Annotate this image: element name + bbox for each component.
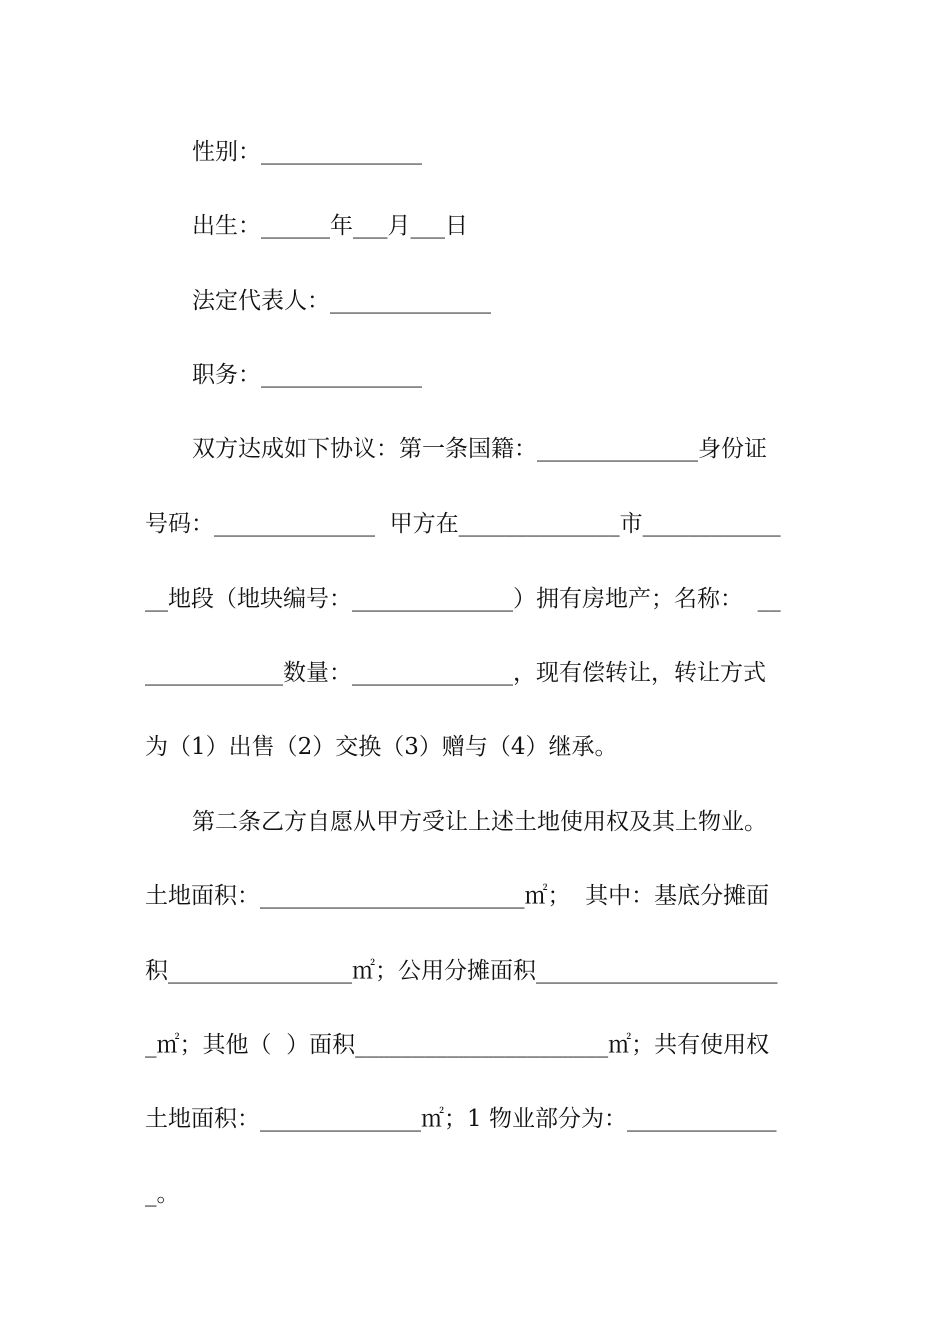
position-text: 职务：______________ (192, 362, 422, 388)
article-two-line-3 (145, 951, 950, 991)
position-line (192, 355, 950, 395)
article-two-text-2: 土地面积：_______________________㎡； 其中：基底分摊面 (145, 883, 770, 909)
birth-line (192, 206, 950, 246)
article-two-text-3: 积________________㎡；公用分摊面积_____________________ (145, 958, 778, 984)
article-two-line-5 (145, 1099, 950, 1139)
gender-line (192, 132, 950, 172)
agreement-text-2: 号码：______________ 甲方在______________市____________ (145, 511, 781, 537)
agreement-paragraph-line-4 (145, 653, 950, 693)
legal-representative-text: 法定代表人：______________ (192, 288, 491, 314)
article-two-line-6 (145, 1174, 950, 1214)
agreement-text-1: 双方达成如下协议：第一条国籍：______________身份证 (192, 436, 767, 462)
agreement-text-4: ____________数量：______________，现有偿转让，转让方式 (145, 660, 766, 686)
legal-representative-line (192, 281, 950, 321)
agreement-paragraph-line-1 (192, 429, 950, 469)
agreement-paragraph-line-2 (145, 504, 950, 544)
article-two-line-1 (192, 802, 950, 842)
agreement-paragraph-line-3 (145, 579, 950, 619)
article-two-line-2 (145, 876, 950, 916)
agreement-paragraph-line-5 (145, 727, 950, 767)
article-two-text-5: 土地面积：______________㎡；1 物业部分为：_____________ (145, 1106, 777, 1132)
agreement-text-5: 为（1）出售（2）交换（3）赠与（4）继承。 (145, 734, 618, 760)
article-two-text-1: 第二条乙方自愿从甲方受让上述土地使用权及其上物业。 (192, 809, 767, 835)
birth-text: 出生：______年___月___日 (192, 213, 468, 239)
article-two-text-4: _㎡；其他（ ）面积______________________㎡；共有使用权 (145, 1032, 770, 1058)
article-two-line-4 (145, 1025, 950, 1065)
article-two-text-6: _。 (145, 1181, 180, 1207)
gender-text: 性别：______________ (192, 139, 422, 165)
agreement-text-3: __地段（地块编号：______________）拥有房地产；名称： __ (145, 586, 781, 612)
